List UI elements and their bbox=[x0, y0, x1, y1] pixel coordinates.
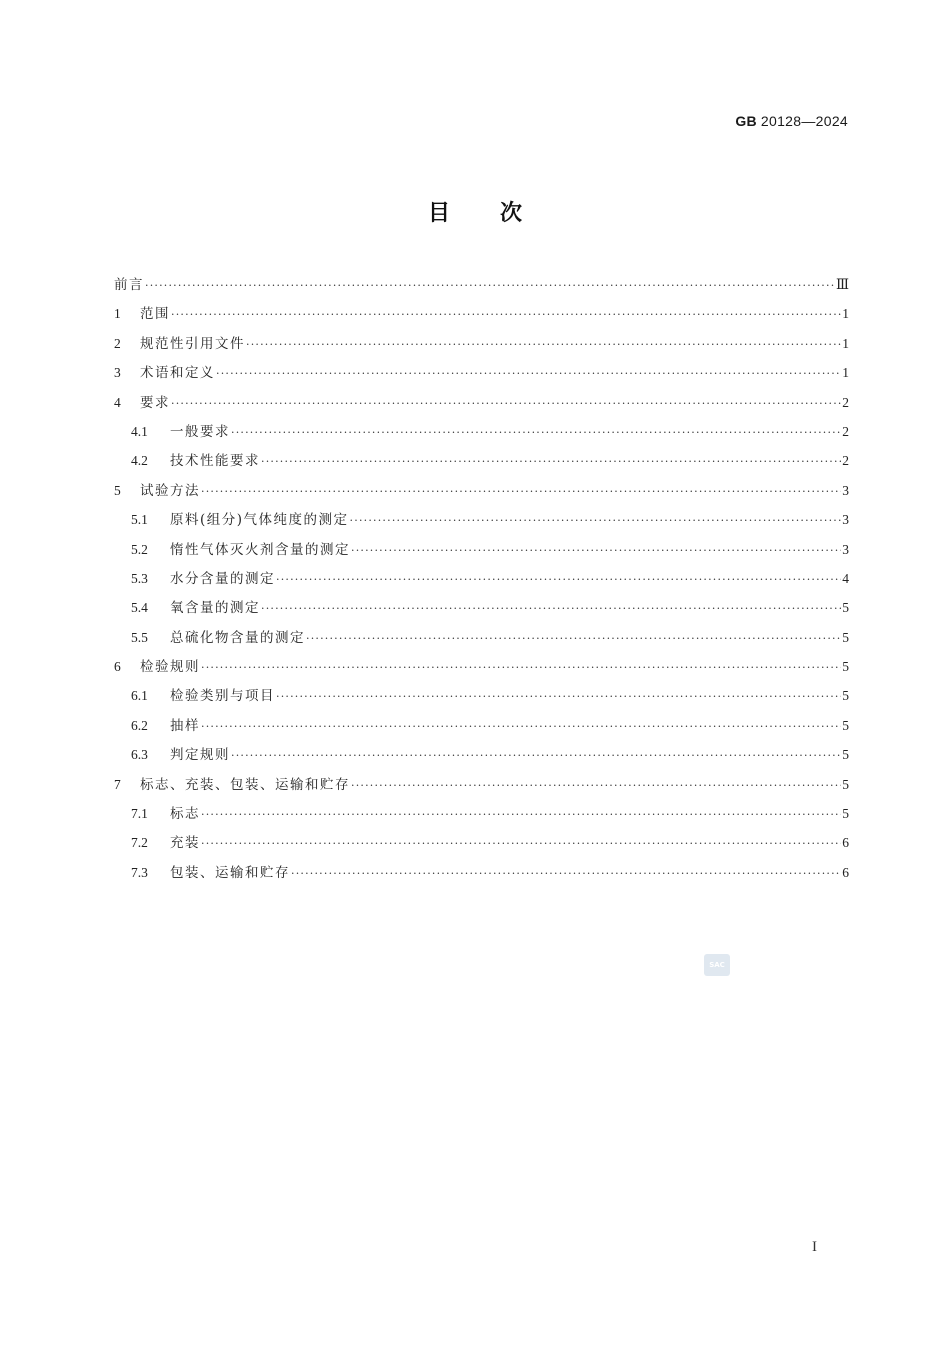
toc-dot-leader bbox=[201, 653, 841, 682]
toc-entry-title: 判定规则 bbox=[170, 747, 230, 764]
toc-dot-leader bbox=[351, 536, 841, 565]
toc-entry-title: 技术性能要求 bbox=[170, 453, 260, 470]
toc-entry-title: 要求 bbox=[140, 394, 170, 411]
toc-entry[interactable] bbox=[114, 446, 849, 475]
standard-prefix: GB bbox=[735, 113, 757, 129]
toc-dot-leader bbox=[231, 741, 841, 770]
toc-dot-leader bbox=[201, 800, 841, 829]
toc-entry-title: 一般要求 bbox=[170, 423, 230, 440]
toc-entry-page: 2 bbox=[842, 453, 849, 469]
page-title: 目次 bbox=[427, 201, 572, 226]
toc-entry[interactable] bbox=[114, 299, 849, 328]
toc-entry-page: 5 bbox=[842, 688, 849, 704]
toc-dot-leader bbox=[306, 624, 841, 653]
toc-entry-number: 7 bbox=[114, 776, 121, 792]
toc-dot-leader bbox=[261, 594, 841, 623]
toc-entry-title: 标志、充装、包装、运输和贮存 bbox=[140, 776, 350, 793]
toc-entry-number: 7.1 bbox=[131, 806, 148, 822]
toc-entry-page: 4 bbox=[842, 570, 849, 586]
toc-dot-leader bbox=[291, 859, 841, 888]
toc-entry-page: 5 bbox=[842, 629, 849, 645]
toc-entry-page: 1 bbox=[842, 306, 849, 322]
toc-entry[interactable] bbox=[114, 476, 849, 505]
toc-dot-leader bbox=[350, 506, 842, 535]
toc-entry-number: 6.2 bbox=[131, 717, 148, 733]
toc-entry-page: 5 bbox=[842, 600, 849, 616]
toc-dot-leader bbox=[351, 771, 841, 800]
toc-entry-page: 2 bbox=[842, 394, 849, 410]
toc-entry-number: 4 bbox=[114, 394, 121, 410]
toc-entry-title: 充装 bbox=[170, 835, 200, 852]
toc-entry[interactable] bbox=[114, 858, 849, 887]
standard-number: 20128—2024 bbox=[760, 113, 848, 129]
toc-entry-number: 3 bbox=[114, 365, 121, 381]
toc-entry-number: 5.2 bbox=[131, 541, 148, 557]
standard-number-header bbox=[735, 113, 848, 129]
toc-entry-page: 3 bbox=[842, 482, 849, 498]
toc-dot-leader bbox=[231, 418, 841, 447]
toc-entry-title: 试验方法 bbox=[140, 482, 200, 499]
toc-entry-page: Ⅲ bbox=[835, 277, 849, 292]
toc-entry-page: 5 bbox=[842, 659, 849, 675]
toc-dot-leader bbox=[171, 389, 841, 418]
toc-entry[interactable] bbox=[114, 564, 849, 593]
toc-entry[interactable] bbox=[114, 770, 849, 799]
toc-entry-title: 检验类别与项目 bbox=[170, 688, 275, 705]
toc-entry-title: 原料(组分)气体纯度的测定 bbox=[170, 512, 349, 529]
toc-entry-page: 1 bbox=[842, 365, 849, 381]
toc-entry-title: 标志 bbox=[170, 806, 200, 823]
toc-dot-leader bbox=[171, 300, 841, 329]
toc-entry-title: 规范性引用文件 bbox=[140, 335, 245, 352]
toc-dot-leader bbox=[261, 447, 841, 476]
toc-entry-title: 总硫化物含量的测定 bbox=[170, 629, 305, 646]
toc-dot-leader bbox=[201, 829, 841, 858]
toc-entry[interactable] bbox=[114, 799, 849, 828]
toc-entry-number: 5.3 bbox=[131, 570, 148, 586]
toc-entry-page: 5 bbox=[842, 717, 849, 733]
toc-entry[interactable] bbox=[114, 740, 849, 769]
toc-entry[interactable] bbox=[114, 535, 849, 564]
toc-entry-number: 5.1 bbox=[131, 512, 148, 528]
toc-entry-page: 3 bbox=[842, 512, 849, 528]
page-number: I bbox=[812, 1239, 817, 1255]
toc-entry-number: 2 bbox=[114, 335, 121, 351]
toc-entry-title: 检验规则 bbox=[140, 659, 200, 676]
toc-entry[interactable] bbox=[114, 681, 849, 710]
toc-entry-number: 5.5 bbox=[131, 629, 148, 645]
toc-entry-page: 6 bbox=[842, 864, 849, 880]
toc-entry-number: 1 bbox=[114, 306, 121, 322]
toc-entry-title: 水分含量的测定 bbox=[170, 570, 275, 587]
toc-dot-leader bbox=[216, 359, 841, 388]
toc-entry-page: 2 bbox=[842, 423, 849, 439]
toc-entry-number: 5 bbox=[114, 482, 121, 498]
toc-dot-leader bbox=[276, 565, 841, 594]
toc-entry-title: 惰性气体灭火剂含量的测定 bbox=[170, 541, 350, 558]
toc-entry-title: 氧含量的测定 bbox=[170, 600, 260, 617]
toc-entry-title: 包装、运输和贮存 bbox=[170, 864, 290, 881]
toc-entry[interactable] bbox=[114, 505, 849, 534]
toc-entry-number: 5.4 bbox=[131, 600, 148, 616]
toc-entry-number: 6 bbox=[114, 659, 121, 675]
toc-entry-page: 5 bbox=[842, 776, 849, 792]
toc-entry-page: 6 bbox=[842, 835, 849, 851]
toc-dot-leader bbox=[246, 330, 841, 359]
toc-entry-title: 术语和定义 bbox=[140, 365, 215, 382]
toc-entry[interactable] bbox=[114, 593, 849, 622]
toc-entry-number: 7.3 bbox=[131, 864, 148, 880]
toc-entry[interactable] bbox=[114, 270, 849, 299]
toc-entry-number: 6.1 bbox=[131, 688, 148, 704]
toc-entry-title: 前言 bbox=[114, 277, 144, 293]
toc-dot-leader bbox=[201, 477, 841, 506]
toc-entry[interactable] bbox=[114, 329, 849, 358]
table-of-contents bbox=[114, 270, 849, 887]
toc-entry-number: 4.1 bbox=[131, 423, 148, 439]
watermark-logo-icon: SAC bbox=[704, 954, 730, 976]
toc-entry[interactable] bbox=[114, 623, 849, 652]
toc-entry-number: 6.3 bbox=[131, 747, 148, 763]
toc-entry[interactable] bbox=[114, 358, 849, 387]
toc-entry-title: 范围 bbox=[140, 306, 170, 323]
toc-entry[interactable] bbox=[114, 828, 849, 857]
toc-dot-leader bbox=[145, 271, 835, 300]
toc-entry[interactable] bbox=[114, 388, 849, 417]
toc-entry-page: 5 bbox=[842, 747, 849, 763]
toc-dot-leader bbox=[201, 712, 841, 741]
toc-entry-title: 抽样 bbox=[170, 717, 200, 734]
toc-dot-leader bbox=[276, 682, 841, 711]
toc-entry-page: 3 bbox=[842, 541, 849, 557]
toc-entry[interactable] bbox=[114, 417, 849, 446]
toc-entry-number: 7.2 bbox=[131, 835, 148, 851]
toc-entry[interactable] bbox=[114, 652, 849, 681]
toc-entry-number: 4.2 bbox=[131, 453, 148, 469]
toc-entry-page: 5 bbox=[842, 806, 849, 822]
toc-entry-page: 1 bbox=[842, 335, 849, 351]
toc-entry[interactable] bbox=[114, 711, 849, 740]
